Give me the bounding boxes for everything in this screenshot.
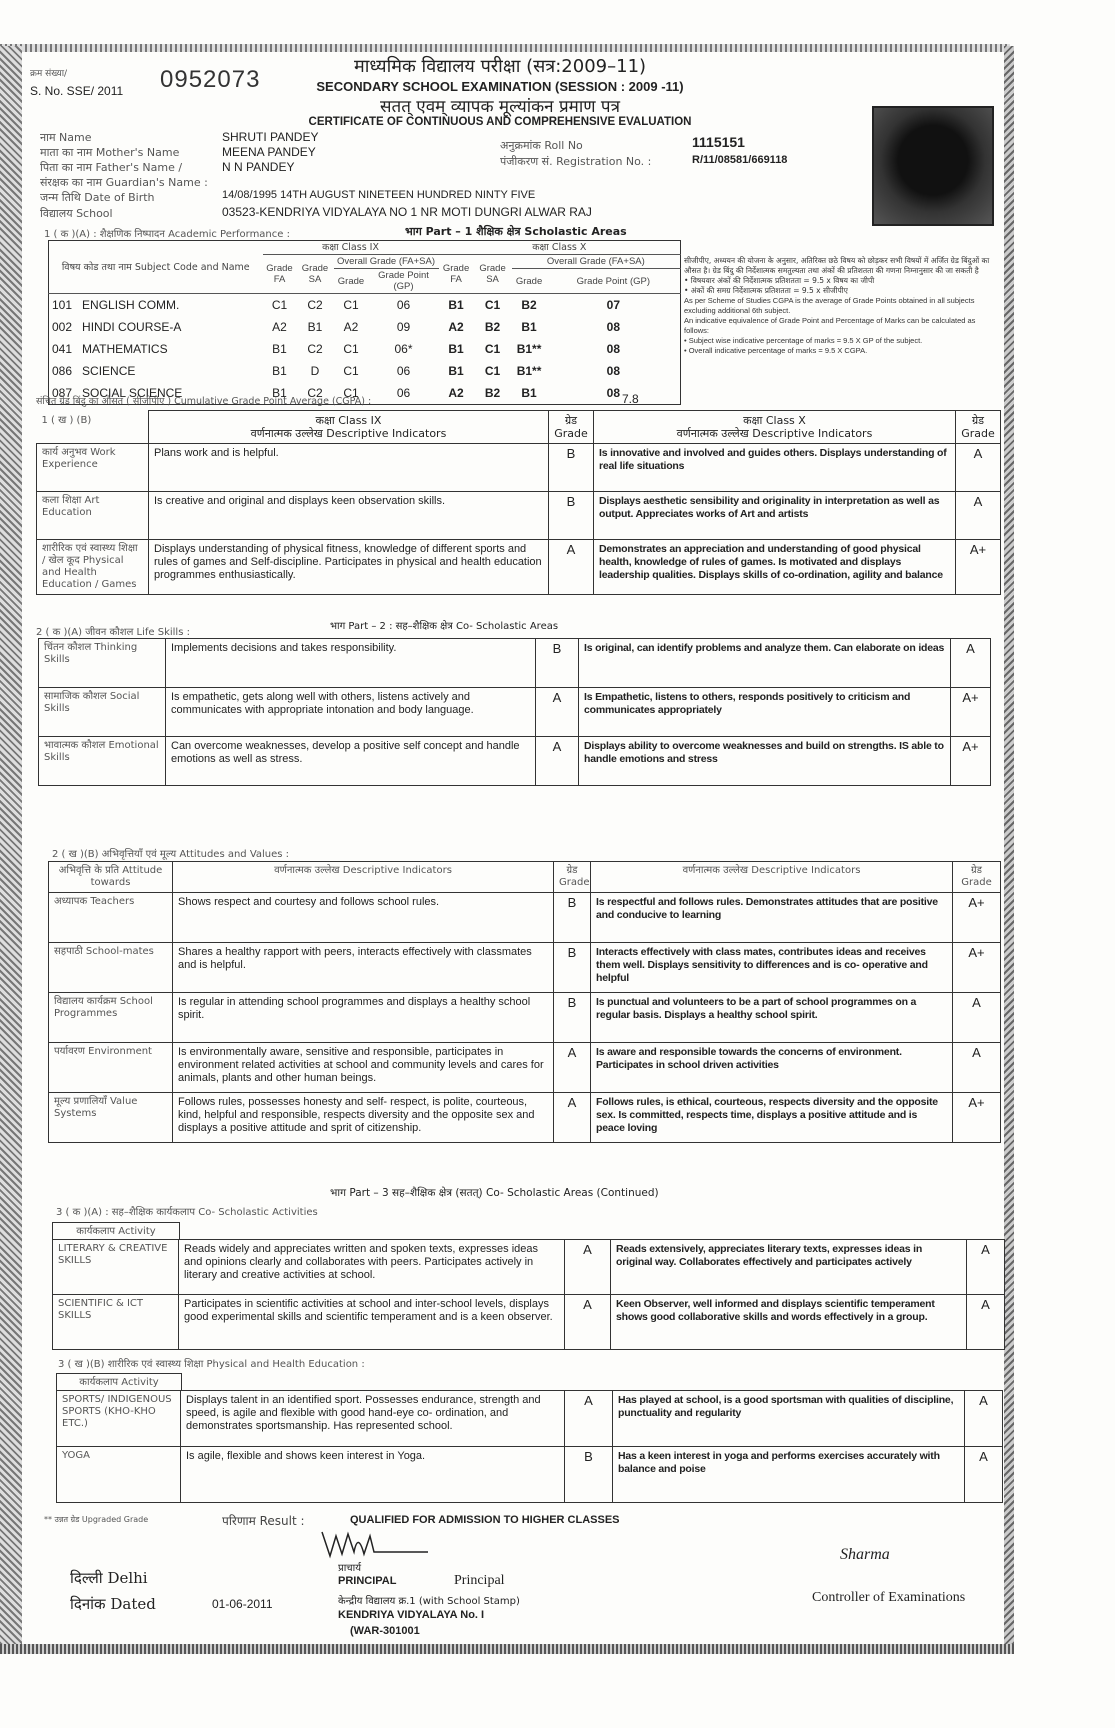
overall-grade-header: Grade xyxy=(334,269,369,294)
subject-title: HINDI COURSE-A xyxy=(82,320,182,334)
issue-date: 01-06-2011 xyxy=(212,1597,273,1611)
principal-label: Principal xyxy=(454,1573,505,1588)
descriptor-row xyxy=(49,993,1001,1043)
class-ix-cell: C1 xyxy=(343,342,359,356)
class-x-cell: 08 xyxy=(606,320,620,334)
desc-header: वर्णनात्मक उल्लेख Descriptive Indicators xyxy=(591,862,953,893)
descriptor-row xyxy=(39,737,991,786)
row-label: YOGA xyxy=(57,1447,181,1503)
school-stamp-kv: KENDRIYA VIDYALAYA No. I xyxy=(338,1609,485,1621)
class-x-grade: A+ xyxy=(951,737,991,786)
class-x-cell: B1** xyxy=(516,342,542,356)
class-ix-cell: D xyxy=(310,364,320,378)
class-ix-indicator: Follows rules, possesses honesty and self- respect, is polite, courteous, kind, helpful and responsible, respects diversity and the opposite sex and displays a positive attitude and sprit of citizenship. xyxy=(173,1093,554,1143)
serial-label-hindi: क्रम संख्या/ xyxy=(30,69,68,79)
class-ix-indicator: Is regular in attending school programmes and displays a healthy school spirit. xyxy=(173,993,554,1043)
class-x-cell: C1 xyxy=(484,364,501,378)
attitudes-section-label: 2 ( ख )(B) अभिवृत्तियाँ एवं मूल्य Attitudes and Values : xyxy=(52,849,290,860)
row-label: सहपाठी School-mates xyxy=(49,943,173,993)
class-ix-cell: C1 xyxy=(343,298,359,312)
class-ix-cell: 09 xyxy=(396,320,411,334)
school-label: विद्यालय School xyxy=(40,207,113,220)
class-ix-cell: C2 xyxy=(307,386,323,400)
grade-header: ग्रेड Grade xyxy=(554,862,591,893)
academic-table xyxy=(48,240,681,405)
class-x-grade: A+ xyxy=(953,1093,1001,1143)
class-x-cell: B1 xyxy=(521,320,537,334)
class-x-cell: B2 xyxy=(521,298,537,312)
student-photo xyxy=(872,106,994,226)
father-name: N N PANDEY xyxy=(222,160,295,174)
class-x-grade: A xyxy=(967,1240,1005,1295)
subject-name xyxy=(49,360,263,382)
overall-grade-group-header: Overall Grade (FA+SA) xyxy=(512,255,681,269)
class-ix-grade: B xyxy=(536,639,579,688)
class-ix-grade: A xyxy=(565,1240,611,1295)
subject-code: 041 xyxy=(52,342,73,356)
gp-header: Grade Point (GP) xyxy=(547,269,681,294)
class-x-cell: B1** xyxy=(516,364,542,378)
class-ix-cell: A2 xyxy=(272,320,287,334)
desc-header: वर्णनात्मक उल्लेख Descriptive Indicators xyxy=(173,862,554,893)
controller-signature: Sharma xyxy=(840,1546,890,1563)
row-label: सामाजिक कौशल Social Skills xyxy=(39,688,166,737)
class-ix-indicator: Plans work and is helpful. xyxy=(149,444,549,492)
class-ix-indicator: Displays talent in an identified sport. Possesses endurance, strength and speed, is agile and flexible with good hand-eye co- ordination, and demonstrates sportsmanship. Has represented school. xyxy=(181,1391,565,1447)
serial-label: S. No. SSE/ 2011 xyxy=(30,84,124,98)
class-x-indicator: Interacts effectively with class mates, contributes ideas and receives them well. Displays sensitivity to differences and is co- operative and helpful xyxy=(591,943,953,993)
class-x-indicator: Has a keen interest in yoga and performs exercises accurately with balance and poise xyxy=(613,1447,965,1503)
class-ix-grade: A xyxy=(565,1295,611,1350)
subject-name xyxy=(49,338,263,360)
class-x-cell: B1 xyxy=(448,342,464,356)
descriptor-row xyxy=(37,492,1001,540)
class-x-grade: A xyxy=(965,1391,1003,1447)
notes-english-2: An indicative equivalence of Grade Point and Percentage of Marks can be calculated as follows: xyxy=(684,316,976,335)
notes-hindi: सीजीपीए, अध्ययन की योजना के अनुसार, अतिरिक्त छठे विषय को छोड़कर सभी विषयों में अर्जित ग्रेड बिंदुओं का औसत है। ग्रेड बिंदु की निर्देशात्मक समतुल्यता तथा अंकों की प्रतिशतता की गणना निम्नानुसार की जा सकती है xyxy=(684,256,990,275)
row-label: पर्यावरण Environment xyxy=(49,1043,173,1093)
subtitle-hindi: सतत् एवम् व्यापक मूल्यांकन प्रमाण पत्र xyxy=(380,97,620,117)
class-x-grade: A+ xyxy=(953,943,1001,993)
phe-table xyxy=(56,1390,1003,1503)
class-ix-indicator: Is environmentally aware, sensitive and responsible, participates in environment related activities at school and community levels and cares for animals, plants and other human beings. xyxy=(173,1043,554,1093)
subject-code: 002 xyxy=(52,320,73,334)
school-stamp-line: केन्द्रीय विद्यालय क्र.1 (with School Stamp) xyxy=(338,1596,520,1607)
class-ix-cell: C1 xyxy=(343,386,359,400)
class-ix-header: कक्षा Class IX xyxy=(263,241,439,255)
border-pattern-left xyxy=(0,46,22,1644)
row-label: विद्यालय कार्यक्रम School Programmes xyxy=(49,993,173,1043)
class-ix-grade: B xyxy=(565,1447,613,1503)
subject-row xyxy=(49,294,681,317)
class-ix-cell: B1 xyxy=(272,364,287,378)
class-x-grade: A xyxy=(956,444,1001,492)
registration-no: R/11/08581/669118 xyxy=(692,154,788,166)
roll-no: 1115151 xyxy=(692,134,745,150)
descriptor-row xyxy=(39,688,991,737)
class-x-indicator: Is punctual and volunteers to be a part of school programmes on a regular basis. Displays a healthy school spirit. xyxy=(591,993,953,1043)
class-ix-indicator: Is agile, flexible and shows keen interest in Yoga. xyxy=(181,1447,565,1503)
class-x-grade: A xyxy=(956,492,1001,540)
class-ix-cell: B1 xyxy=(272,386,287,400)
descriptor-row xyxy=(57,1391,1003,1447)
attitudes-table xyxy=(48,861,1001,1143)
dated-label: दिनांक Dated xyxy=(70,1595,156,1613)
descriptor-row xyxy=(57,1447,1003,1503)
class-ix-indicator: Shares a healthy rapport with peers, interacts effectively with classmates and is helpful. xyxy=(173,943,554,993)
phe-section-label: 3 ( ख )(B) शारीरिक एवं स्वास्थ्य शिक्षा Physical and Health Education : xyxy=(58,1359,365,1370)
class-ix-indicator: Can overcome weaknesses, develop a positive self concept and handle emotions as well as stress. xyxy=(166,737,536,786)
class-ix-indicator: Reads widely and appreciates written and spoken texts, expresses ideas and opinions clearly and collaborates with peers. Participates actively in literary and creative activities at school. xyxy=(179,1240,565,1295)
grade-header: ग्रेड Grade xyxy=(549,411,594,444)
activity-header: कार्यकलाप Activity xyxy=(56,1373,182,1390)
subject-code: 087 xyxy=(52,386,73,400)
overall-grade-group-header: Overall Grade (FA+SA) xyxy=(334,255,439,269)
class-ix-cell: 06 xyxy=(396,386,411,400)
academic-section-label: 1 ( क )(A) : शैक्षणिक निष्पादन Academic Performance : xyxy=(44,229,290,240)
class-ix-indicator: Shows respect and courtesy and follows school rules. xyxy=(173,893,554,943)
class-x-cell: B1 xyxy=(521,386,537,400)
class-x-cell: 08 xyxy=(606,386,620,400)
grade-header: ग्रेड Grade xyxy=(953,862,1001,893)
class-ix-grade: B xyxy=(549,492,594,540)
title-hindi: माध्यमिक विद्यालय परीक्षा (सत्र:2009–11) xyxy=(353,56,647,77)
gp-header: Grade Point (GP) xyxy=(369,269,439,294)
school-name: 03523-KENDRIYA VIDYALAYA NO 1 NR MOTI DUNGRI ALWAR RAJ xyxy=(222,205,592,219)
row-label: भावात्मक कौशल Emotional Skills xyxy=(39,737,166,786)
subject-row xyxy=(49,338,681,360)
serial-number: 0952073 xyxy=(160,66,261,93)
subject-row xyxy=(49,316,681,338)
registration-label: पंजीकरण सं. Registration No. : xyxy=(500,155,652,168)
class-x-cell: 07 xyxy=(606,298,620,312)
class-ix-cell: B1 xyxy=(272,342,287,356)
life-skills-table xyxy=(38,638,991,786)
principal-hindi: प्राचार्य xyxy=(338,1563,362,1574)
roll-no-label: अनुक्रमांक Roll No xyxy=(500,139,583,152)
class-ix-cell: B1 xyxy=(307,320,323,334)
mother-name: MEENA PANDEY xyxy=(222,145,316,159)
attitude-towards-header: अभिवृत्ति के प्रति Attitude towards xyxy=(49,862,173,893)
class-x-grade: A xyxy=(953,993,1001,1043)
result-value: QUALIFIED FOR ADMISSION TO HIGHER CLASSES xyxy=(350,1514,620,1526)
class-x-grade: A xyxy=(967,1295,1005,1350)
school-stamp-city: (WAR-301001 xyxy=(350,1625,420,1637)
descriptor-row xyxy=(49,893,1001,943)
student-name: SHRUTI PANDEY xyxy=(222,130,319,144)
descriptor-row xyxy=(37,444,1001,492)
date-of-birth: 14/08/1995 14TH AUGUST NINETEEN HUNDRED NINTY FIVE xyxy=(222,189,536,201)
subject-name xyxy=(49,294,263,317)
class-x-indicator: Follows rules, is ethical, courteous, respects diversity and the opposite sex. Is committed, respects time, displays a positive attitude and is peace loving xyxy=(591,1093,953,1143)
class-x-cell: 08 xyxy=(606,342,620,356)
mother-name-label: माता का नाम Mother's Name xyxy=(40,146,180,159)
class-x-cell: B2 xyxy=(484,386,501,400)
subject-code: 086 xyxy=(52,364,73,378)
class-ix-indicator: Displays understanding of physical fitness, knowledge of different sports and rules of games and Self-discipline. Participates in physical and health education programmes enthusiastically. xyxy=(149,540,549,595)
class-ix-cell: C1 xyxy=(271,298,288,312)
class-x-grade: A xyxy=(953,1043,1001,1093)
subject-header: विषय कोड तथा नाम Subject Code and Name xyxy=(49,241,263,294)
notes-hindi-bullet-2: • अंकों की समग्र निर्देशात्मक प्रतिशतता = 9.5 x सीजीपीए xyxy=(684,286,848,295)
subject-title: SOCIAL SCIENCE xyxy=(82,386,183,400)
row-label: कार्य अनुभव Work Experience xyxy=(37,444,149,492)
border-pattern-right xyxy=(1004,46,1014,1644)
class-x-cell: B2 xyxy=(484,320,501,334)
class-x-indicator: Demonstrates an appreciation and understanding of good physical health, knowledge of rules of games. Is motivated and displays leadership qualities. Displays skills of co-ordination, agility and balance xyxy=(594,540,956,595)
overall-grade-header: Grade xyxy=(512,269,547,294)
subject-name xyxy=(49,316,263,338)
class-x-indicator: Is respectful and follows rules. Demonstrates attitudes that are positive and conducive to learning xyxy=(591,893,953,943)
descriptor-row xyxy=(37,540,1001,595)
subject-title: ENGLISH COMM. xyxy=(82,298,180,312)
dob-label: जन्म तिथि Date of Birth xyxy=(40,191,155,204)
subject-title: MATHEMATICS xyxy=(82,342,168,356)
class-x-indicator: Is innovative and involved and guides others. Displays understanding of real life situations xyxy=(594,444,956,492)
sa-header: Grade SA xyxy=(474,255,512,294)
descriptor-row xyxy=(53,1240,1005,1295)
class-ix-cell: C2 xyxy=(307,298,323,312)
class-ix-cell: C1 xyxy=(343,364,359,378)
controller-label: Controller of Examinations xyxy=(812,1590,966,1605)
subject-title: SCIENCE xyxy=(82,364,136,378)
fa-header: Grade FA xyxy=(439,255,474,294)
notes-bullet-1: • Subject wise indicative percentage of marks = 9.5 X GP of the subject. xyxy=(684,336,923,345)
class-x-grade: A xyxy=(951,639,991,688)
part1b-table xyxy=(36,410,1001,595)
descriptor-row xyxy=(49,943,1001,993)
class-ix-grade: A xyxy=(536,737,579,786)
class-x-header: कक्षा Class X वर्णनात्मक उल्लेख Descriptive Indicators xyxy=(594,411,956,444)
descriptor-row xyxy=(39,639,991,688)
result-label: परिणाम Result : xyxy=(222,1514,305,1528)
class-ix-cell: 06 xyxy=(396,298,411,312)
principal-signature xyxy=(318,1528,438,1560)
row-label: मूल्य प्रणालियाँ Value Systems xyxy=(49,1093,173,1143)
class-ix-header: कक्षा Class IX वर्णनात्मक उल्लेख Descriptive Indicators xyxy=(149,411,549,444)
class-x-cell: A2 xyxy=(448,320,464,334)
border-pattern-bottom xyxy=(0,1644,1014,1654)
class-x-indicator: Keen Observer, well informed and displays scientific temperament shows good collaborative skills and words effectively in a group. xyxy=(611,1295,967,1350)
class-ix-grade: B xyxy=(549,444,594,492)
part2-label: भाग Part – 2 : सह–शैक्षिक क्षेत्र Co- Scholastic Areas xyxy=(330,621,559,632)
guardian-name-label: संरक्षक का नाम Guardian's Name : xyxy=(40,176,208,189)
sa-header: Grade SA xyxy=(297,255,334,294)
class-ix-indicator: Implements decisions and takes responsibility. xyxy=(166,639,536,688)
class-ix-cell: C2 xyxy=(307,342,323,356)
fa-header: Grade FA xyxy=(263,255,297,294)
row-label: अध्यापक Teachers xyxy=(49,893,173,943)
principal-stamp: PRINCIPAL xyxy=(338,1575,397,1587)
class-ix-grade: B xyxy=(554,993,591,1043)
class-ix-grade: B xyxy=(554,893,591,943)
part1-label: भाग Part – 1 शैक्षिक क्षेत्र Scholastic Areas xyxy=(405,225,627,238)
cgpa-notes xyxy=(684,256,998,356)
descriptor-row xyxy=(49,1093,1001,1143)
class-ix-grade: A xyxy=(565,1391,613,1447)
class-x-grade: A+ xyxy=(953,893,1001,943)
activities-section-label: 3 ( क )(A) : सह–शैक्षिक कार्यकलाप Co- Scholastic Activities xyxy=(56,1207,318,1218)
life-skills-section-label: 2 ( क )(A) जीवन कौशल Life Skills : xyxy=(36,627,190,638)
cgpa-value: 7.8 xyxy=(622,392,639,406)
border-pattern-top xyxy=(0,44,1010,52)
class-x-indicator: Has played at school, is a good sportsman with qualities of discipline, punctuality and regularity xyxy=(613,1391,965,1447)
class-x-grade: A+ xyxy=(951,688,991,737)
upgraded-grade-note: ** उन्नत ग्रेड Upgraded Grade xyxy=(44,1515,149,1524)
class-ix-grade: A xyxy=(554,1043,591,1093)
class-ix-grade: B xyxy=(554,943,591,993)
class-x-indicator: Displays ability to overcome weaknesses and build on strengths. IS able to handle emotions and stress xyxy=(579,737,951,786)
place: दिल्ली Delhi xyxy=(70,1569,148,1587)
cgpa-label: संचित ग्रेड बिंदु का औसत ( सीजीपीए ) Cumulative Grade Point Average (CGPA) : xyxy=(36,396,372,407)
class-ix-grade: A xyxy=(554,1093,591,1143)
row-label: SPORTS/ INDIGENOUS SPORTS (KHO-KHO ETC.) xyxy=(57,1391,181,1447)
subject-code: 101 xyxy=(52,298,73,312)
class-ix-cell: A2 xyxy=(343,320,359,334)
class-x-indicator: Is aware and responsible towards the concerns of environment. Participates in school driven activities xyxy=(591,1043,953,1093)
class-x-cell: A2 xyxy=(448,386,464,400)
class-x-indicator: Is Empathetic, listens to others, responds positively to criticism and communicates appropriately xyxy=(579,688,951,737)
notes-hindi-bullet-1: • विषयवार अंकों की निर्देशात्मक प्रतिशतता = 9.5 x विषय का जीपी xyxy=(684,276,875,285)
row-label: LITERARY & CREATIVE SKILLS xyxy=(53,1240,179,1295)
class-x-cell: C1 xyxy=(484,298,501,312)
name-label: नाम Name xyxy=(40,131,92,144)
row-label: शारीरिक एवं स्वास्थ्य शिक्षा / खेल कूद Physical and Health Education / Games xyxy=(37,540,149,595)
activities-table xyxy=(52,1239,1005,1350)
part1b-section-label: 1 ( ख ) (B) xyxy=(41,414,92,426)
notes-bullet-2: • Overall indicative percentage of marks = 9.5 X CGPA. xyxy=(684,346,868,355)
class-ix-grade: A xyxy=(549,540,594,595)
class-x-header: कक्षा Class X xyxy=(439,241,681,255)
subject-row xyxy=(49,360,681,382)
class-x-indicator: Is original, can identify problems and analyze them. Can elaborate on ideas xyxy=(579,639,951,688)
notes-english: As per Scheme of Studies CGPA is the average of Grade Points obtained in all subjects excluding additional 6th subject. xyxy=(684,296,975,315)
class-ix-indicator: Participates in scientific activities at school and inter-school levels, displays good experimental skills and scientific temperament and is a keen observer. xyxy=(179,1295,565,1350)
class-x-grade: A xyxy=(965,1447,1003,1503)
class-ix-grade: A xyxy=(536,688,579,737)
class-x-cell: B1 xyxy=(448,298,464,312)
row-label: चिंतन कौशल Thinking Skills xyxy=(39,639,166,688)
descriptor-row xyxy=(49,1043,1001,1093)
class-x-indicator: Displays aesthetic sensibility and originality in interpretation as well as output. Appreciates works of Art and artists xyxy=(594,492,956,540)
activity-header: कार्यकलाप Activity xyxy=(52,1222,180,1239)
father-name-label: पिता का नाम Father's Name / xyxy=(40,161,183,174)
class-ix-indicator: Is creative and original and displays keen observation skills. xyxy=(149,492,549,540)
class-x-cell: 08 xyxy=(606,364,620,378)
class-ix-cell: 06* xyxy=(394,342,413,356)
class-ix-cell: 06 xyxy=(396,364,411,378)
class-x-grade: A+ xyxy=(956,540,1001,595)
class-ix-indicator: Is empathetic, gets along well with others, listens actively and communicates with appropriate intonation and body language. xyxy=(166,688,536,737)
class-x-cell: B1 xyxy=(448,364,464,378)
title-english: SECONDARY SCHOOL EXAMINATION (SESSION : 2009 -11) xyxy=(316,79,684,94)
row-label: SCIENTIFIC & ICT SKILLS xyxy=(53,1295,179,1350)
part3-label: भाग Part – 3 सह–शैक्षिक क्षेत्र (सतत्) Co- Scholastic Areas (Continued) xyxy=(330,1187,659,1199)
subtitle-english: CERTIFICATE OF CONTINUOUS AND COMPREHENSIVE EVALUATION xyxy=(308,116,692,128)
row-label: कला शिक्षा Art Education xyxy=(37,492,149,540)
descriptor-row xyxy=(53,1295,1005,1350)
class-x-cell: C1 xyxy=(484,342,501,356)
grade-header: ग्रेड Grade xyxy=(956,411,1001,444)
class-x-indicator: Reads extensively, appreciates literary texts, expresses ideas in original way. Collaborates effectively and participates actively xyxy=(611,1240,967,1295)
